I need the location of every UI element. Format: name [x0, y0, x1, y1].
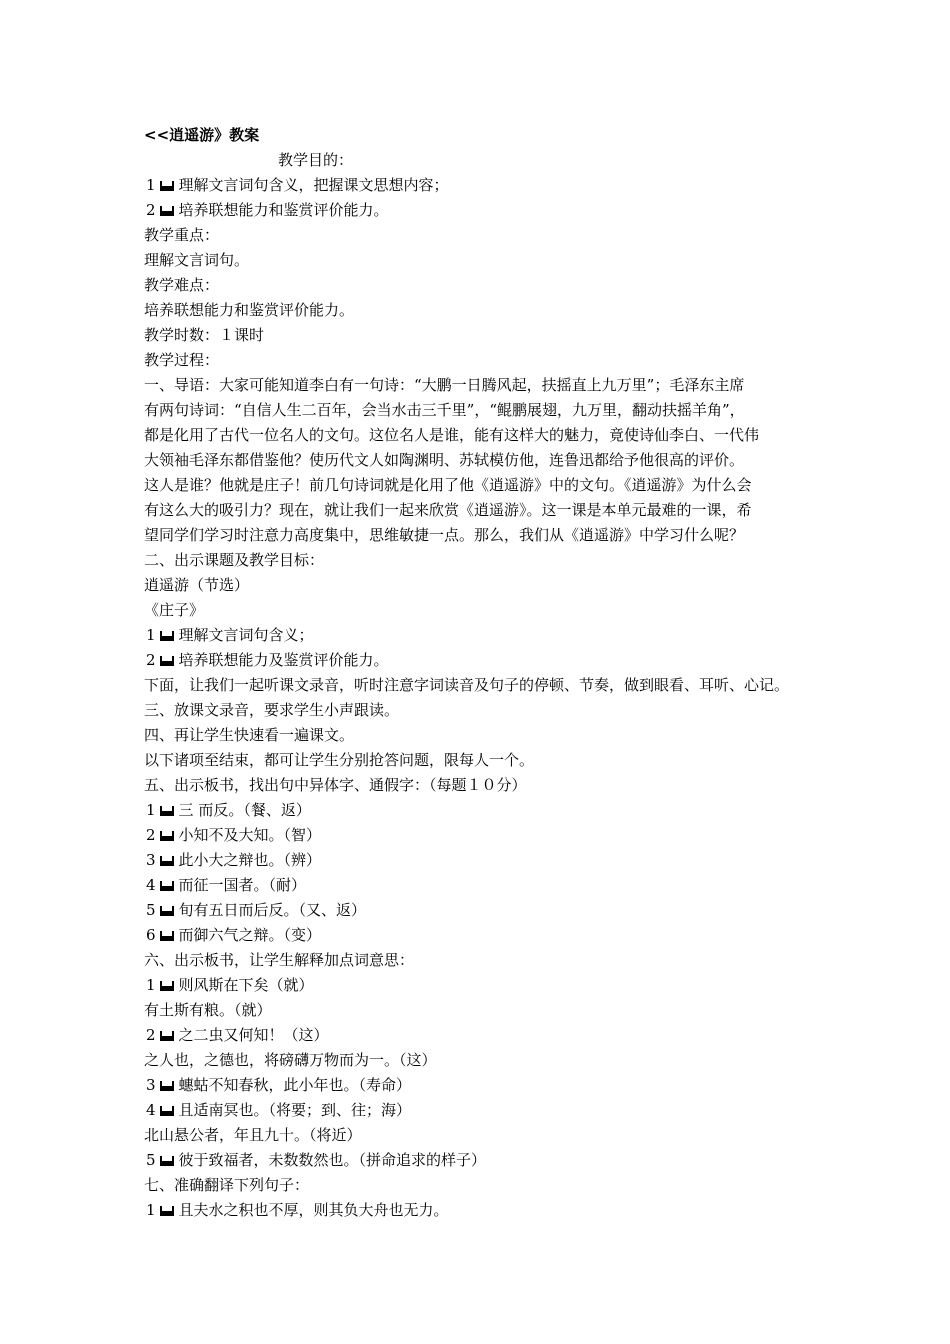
line-text: 培养联想能力和鉴赏评价能力。	[178, 201, 389, 219]
numbered-line	[144, 648, 824, 673]
text-line	[144, 723, 824, 748]
text-line	[144, 373, 824, 398]
line-number: 1	[146, 176, 156, 194]
text-line	[144, 448, 824, 473]
text-line	[144, 498, 824, 523]
list-marker-icon	[160, 861, 174, 866]
line-text: 大领袖毛泽东都借鉴他？使历代文人如陶渊明、苏轼模仿他，连鲁迅都给予他很高的评价。	[144, 451, 745, 469]
line-text: 二、出示课题及教学目标：	[144, 551, 325, 569]
line-number: 4	[146, 1101, 156, 1119]
line-number: 2	[146, 201, 156, 219]
line-text: 培养联想能力及鉴赏评价能力。	[178, 651, 389, 669]
numbered-line	[144, 898, 824, 923]
line-text: 以下诸项至结束，都可让学生分别抢答问题，限每人一个。	[144, 751, 535, 769]
text-line	[144, 773, 824, 798]
list-marker-icon	[160, 1161, 174, 1166]
line-number: 3	[146, 851, 156, 869]
line-text: 之二虫又何知！（这）	[178, 1026, 329, 1044]
line-number: 1	[146, 1201, 156, 1219]
numbered-line	[144, 173, 824, 198]
numbered-line	[144, 1098, 824, 1123]
numbered-line	[144, 1198, 824, 1223]
line-number: 3	[146, 1076, 156, 1094]
line-text: 教学难点：	[144, 276, 220, 294]
numbered-line	[144, 973, 824, 998]
line-text: 三、放课文录音，要求学生小声跟读。	[144, 701, 400, 719]
line-text: 有两句诗词：“自信人生二百年，会当水击三千里”，“鲲鹏展翅，九万里，翻动扶摇羊角”，	[144, 401, 745, 419]
list-marker-icon	[160, 911, 174, 916]
line-text: 望同学们学习时注意力高度集中，思维敏捷一点。那么，我们从《逍遥游》中学习什么呢？	[144, 526, 745, 544]
line-text: 有土斯有粮。（就）	[144, 1001, 272, 1019]
line-text: 此小大之辩也。（辨）	[178, 851, 322, 869]
text-line	[144, 248, 824, 273]
text-line	[144, 1048, 824, 1073]
text-line	[144, 748, 824, 773]
line-number: 5	[146, 901, 156, 919]
line-text: 且夫水之积也不厚，则其负大舟也无力。	[178, 1201, 449, 1219]
line-text: 而征一国者。（耐）	[178, 876, 307, 894]
list-marker-icon	[160, 636, 174, 641]
text-line	[144, 698, 824, 723]
line-text: 则风斯在下矣（就）	[178, 976, 314, 994]
list-marker-icon	[160, 886, 174, 891]
text-line	[144, 1173, 824, 1198]
line-text: 七、准确翻译下列句子：	[144, 1176, 310, 1194]
numbered-line	[144, 1148, 824, 1173]
line-text: 六、出示板书，让学生解释加点词意思：	[144, 951, 415, 969]
text-line	[144, 598, 824, 623]
line-text: 培养联想能力和鉴赏评价能力。	[144, 301, 355, 319]
numbered-line	[144, 823, 824, 848]
line-text: 这人是谁？他就是庄子！前几句诗词就是化用了他《逍遥游》中的文句。《逍遥游》为什么会	[144, 476, 752, 494]
text-line	[144, 1123, 824, 1148]
text-line	[144, 223, 824, 248]
line-text: 教学过程：	[144, 351, 220, 369]
list-marker-icon	[160, 1111, 174, 1116]
line-text: 且适南冥也。（将要；到、往；海）	[178, 1101, 412, 1119]
text-line	[144, 323, 824, 348]
line-number: 1	[146, 976, 156, 994]
line-number: 5	[146, 1151, 156, 1169]
text-line	[144, 998, 824, 1023]
list-marker-icon	[160, 811, 174, 816]
line-text: 小知不及大知。（智）	[178, 826, 322, 844]
line-text: 理解文言词句。	[144, 251, 250, 269]
text-line	[144, 673, 824, 698]
text-line	[144, 398, 824, 423]
numbered-line	[144, 923, 824, 948]
numbered-line	[144, 873, 824, 898]
line-number: 1	[146, 626, 156, 644]
line-text: 教学时数：１课时	[144, 326, 265, 344]
numbered-line	[144, 623, 824, 648]
text-line	[144, 548, 824, 573]
line-text: 教学重点：	[144, 226, 220, 244]
line-text: 五、出示板书，找出句中异体字、通假字：（每题１０分）	[144, 776, 527, 794]
line-text: 下面，让我们一起听课文录音，听时注意字词读音及句子的停顿、节奏，做到眼看、耳听、心记。	[144, 676, 790, 694]
text-line	[144, 573, 824, 598]
line-text: 都是化用了古代一位名人的文句。这位名人是谁，能有这样大的魅力，竟使诗仙李白、一代伟	[144, 426, 760, 444]
numbered-line	[144, 198, 824, 223]
list-marker-icon	[160, 1211, 174, 1216]
text-line	[144, 298, 824, 323]
line-text: 理解文言词句含义，把握课文思想内容；	[178, 176, 449, 194]
line-number: 2	[146, 1026, 156, 1044]
text-line	[144, 523, 824, 548]
text-line	[144, 473, 824, 498]
line-number: 6	[146, 926, 156, 944]
line-number: 4	[146, 876, 156, 894]
text-line	[144, 273, 824, 298]
line-text: 四、再让学生快速看一遍课文。	[144, 726, 355, 744]
line-text: 三 而反。（餐、返）	[178, 801, 311, 819]
line-number: 1	[146, 801, 156, 819]
list-marker-icon	[160, 186, 174, 191]
document-title: <<逍遥游》教案	[144, 126, 260, 144]
list-marker-icon	[160, 986, 174, 991]
text-line	[144, 423, 824, 448]
line-number: 2	[146, 651, 156, 669]
line-text: 之人也，之德也，将磅礴万物而为一。（这）	[144, 1051, 437, 1069]
line-text: 北山悬公者，年且九十。（将近）	[144, 1126, 362, 1144]
line-text: 彼于致福者，未数数然也。（拼命追求的样子）	[178, 1151, 487, 1169]
list-marker-icon	[160, 836, 174, 841]
numbered-line	[144, 798, 824, 823]
line-text: 旬有五日而后反。（又、返）	[178, 901, 367, 919]
line-text: 理解文言词句含义；	[178, 626, 314, 644]
list-marker-icon	[160, 661, 174, 666]
line-text: 有这么大的吸引力？现在，就让我们一起来欣赏《逍遥游》。这一课是本单元最难的一课，希	[144, 501, 752, 519]
line-text: 《庄子》	[144, 601, 205, 619]
list-marker-icon	[160, 211, 174, 216]
list-marker-icon	[160, 1086, 174, 1091]
document-body	[144, 173, 824, 1223]
section-heading-objectives: 教学目的：	[278, 151, 354, 169]
numbered-line	[144, 1023, 824, 1048]
text-line	[144, 348, 824, 373]
line-text: 一、导语：大家可能知道李白有一句诗：“大鹏一日腾风起，扶摇直上九万里”；毛泽东主席	[144, 376, 745, 394]
line-text: 逍遥游（节选）	[144, 576, 250, 594]
text-line	[144, 948, 824, 973]
line-text: 蟪蛄不知春秋，此小年也。（寿命）	[178, 1076, 412, 1094]
numbered-line	[144, 848, 824, 873]
line-text: 而御六气之辩。（变）	[178, 926, 322, 944]
numbered-line	[144, 1073, 824, 1098]
line-number: 2	[146, 826, 156, 844]
list-marker-icon	[160, 1036, 174, 1041]
list-marker-icon	[160, 936, 174, 941]
